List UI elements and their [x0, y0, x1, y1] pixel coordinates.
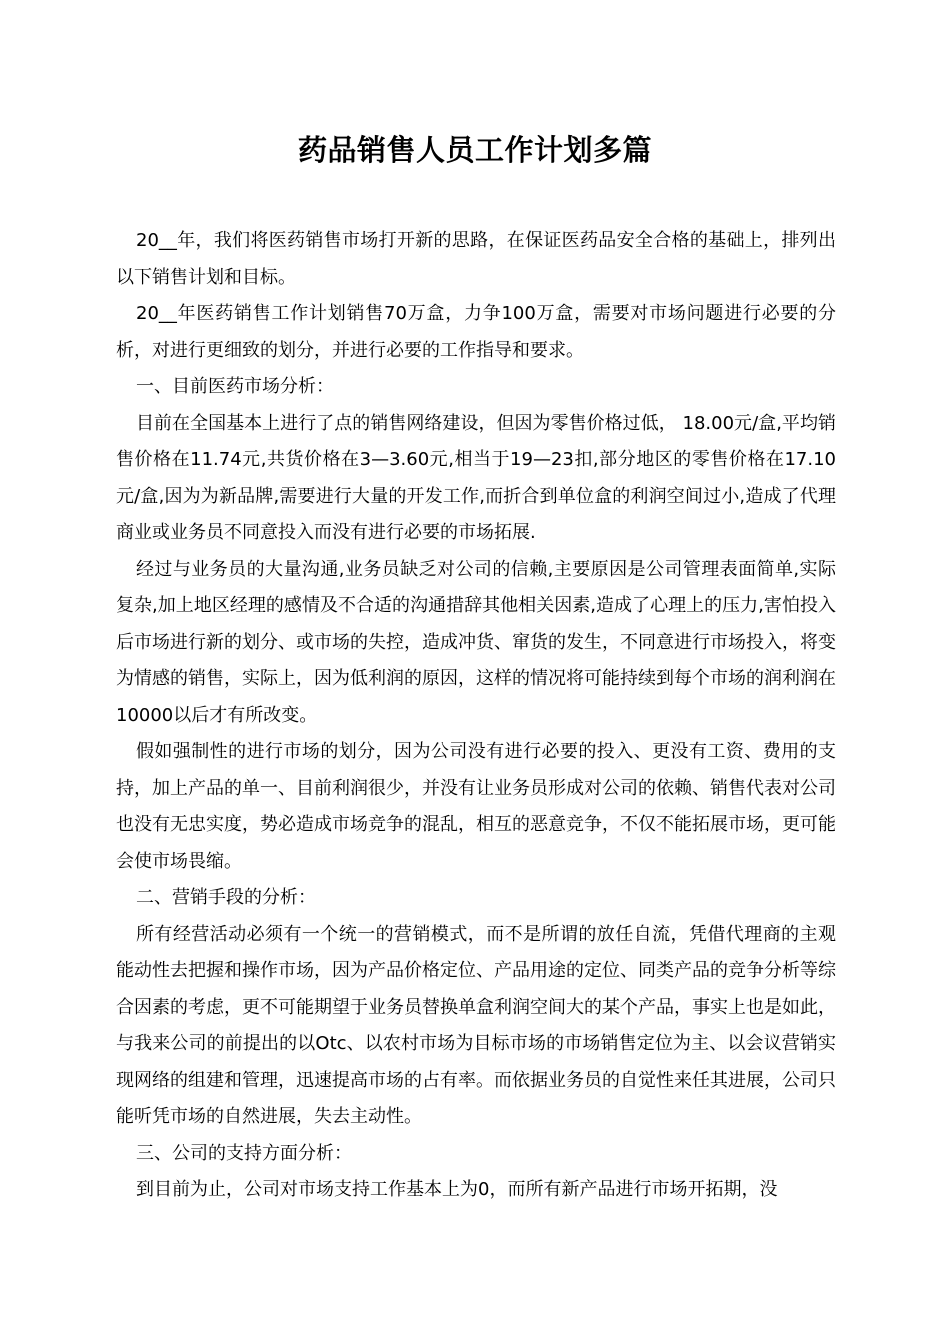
paragraph-intro: 20__年，我们将医药销售市场打开新的思路，在保证医药品安全合格的基础上，排列出以下销售计划和目标。 [116, 230, 836, 288]
section-heading-company-support: 三、公司的支持方面分析： [136, 1142, 352, 1164]
document-title: 药品销售人员工作计划多篇 [297, 133, 652, 167]
paragraph-sales-target: 20__年医药销售工作计划销售70万盒，力争100万盒，需要对市场问题进行必要的分析，对进行更细致的划分，并进行必要的工作指导和要求。 [116, 303, 836, 361]
paragraph-forced-division: 假如强制性的进行市场的划分，因为公司没有进行必要的投入、更没有工资、费用的支持，加上产品的单一、目前利润很少，并没有让业务员形成对公司的依赖、销售代表对公司也没有无忠实度，势必造成市场竞争的混乱，相互的恶意竞争，不仅不能拓展市场，更可能会使市场畏缩。 [116, 741, 836, 872]
section-heading-market-analysis: 一、目前医药市场分析： [136, 376, 334, 397]
paragraph-salesperson-trust: 经过与业务员的大量沟通,业务员缺乏对公司的信赖,主要原因是公司管理表面简单,实际复杂,加上地区经理的感情及不合适的沟通措辞其他相关因素,造成了心理上的压力,害怕投入后市场进行新的划分、或市场的失控，造成冲货、窜货的发生，不同意进行市场投入，将变为情感的销售，实际上，因为低利润的原因，这样的情况将可能持续到每个市场的润利润在10000以后才有所改变。 [116, 558, 836, 726]
paragraph-marketing-model: 所有经营活动必须有一个统一的营销模式，而不是所谓的放任自流，凭借代理商的主观能动性去把握和操作市场，因为产品价格定位、产品用途的定位、同类产品的竞争分析等综合因素的考虑，更不可能期望于业务员替换单盒利润空间大的某个产品，事实上也是如此，与我来公司的前提出的以Otc、以农村市场为目标市场的市场销售定位为主、以会议营销实现网络的组建和管理，迅速提高市场的占有率。而依据业务员的自觉性来任其进展，公司只能听凭市场的自然进展，失去主动性。 [116, 923, 836, 1127]
section-heading-marketing-means: 二、营销手段的分析： [136, 887, 316, 908]
paragraph-company-support: 到目前为止，公司对市场支持工作基本上为0，而所有新产品进行市场开拓期，没 [136, 1179, 778, 1200]
paragraph-market-network: 目前在全国基本上进行了点的销售网络建设，但因为零售价格过低， 18.00元/盒,平均销售价格在11.74元,共货价格在3—3.60元,相当于19—23扣,部分地区的零售价格在17.10元/盒,因为为新品牌,需要进行大量的开发工作,而折合到单位盒的利润空间过小,造成了代理商业或业务员不同意投入而没有进行必要的市场拓展. [116, 412, 836, 543]
document-body [116, 223, 836, 1209]
